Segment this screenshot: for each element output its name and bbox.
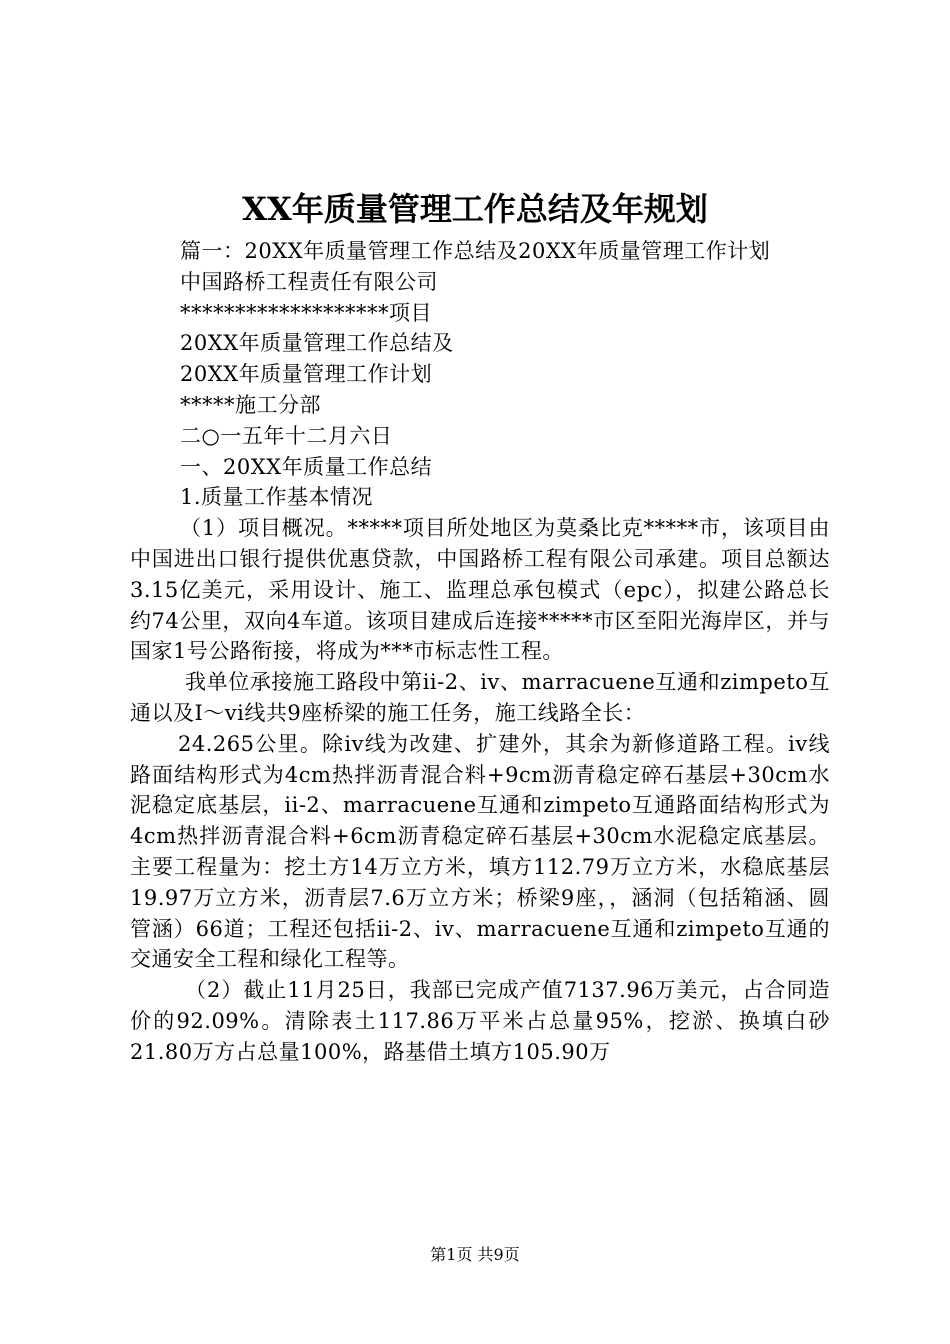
paragraph-project-overview: （1）项目概况。*****项目所处地区为莫桑比克*****市，该项目由中国进出口银行提供优惠贷款，中国路桥工程有限公司承建。项目总额达3.15亿美元，采用设计、施工、监理总承包模式（epc），拟建公路总长约74公里，双向4车道。该项目建成后连接*****市区至阳光海岸区，并与国家1号公路衔接，将成为***市标志性工程。 — [130, 516, 830, 664]
document-title: XX年质量管理工作总结及年规划 — [242, 190, 708, 228]
document-body — [130, 236, 830, 1068]
paragraph-scope: 我单位承接施工路段中第ii-2、iv、marracuene互通和zimpeto互通以及Ⅰ～vi线共9座桥梁的施工任务，施工线路全长： — [130, 670, 830, 725]
paragraph-quantities: 24.265公里。除iv线为改建、扩建外，其余为新修道路工程。iv线路面结构形式为4cm热拌沥青混合料+9cm沥青稳定碎石基层+30cm水泥稳定底基层，ii-2、marracuene互通和zimpeto互通路面结构形式为4cm热拌沥青混合料+6cm沥青稳定碎石基层+30cm水泥稳定底基层。主要工程量为：挖土方14万立方米，填方112.79万立方米，水稳底基层19.97万立方米，沥青层7.6万立方米；桥梁9座，，涵洞（包括箱涵、圆管涵）66道；工程还包括ii-2、iv、marracuene互通和zimpeto互通的交通安全工程和绿化工程等。 — [130, 731, 830, 972]
paragraph-heading-one: 一、20XX年质量工作总结 — [180, 454, 433, 479]
paragraph-progress: （2）截止11月25日，我部已完成产值7137.96万美元，占合同造价的92.09%。清除表土117.86万平米占总量95%，挖淤、换填白砂21.80万方占总量100%，路基借土填方105.90万 — [130, 978, 830, 1064]
paragraph-section-heading: 篇一：20XX年质量管理工作总结及20XX年质量管理工作计划 — [180, 239, 771, 263]
paragraph-date: 二○一五年十二月六日 — [180, 423, 393, 448]
page-footer: 第1页 共9页 — [430, 1245, 520, 1264]
paragraph-company: 中国路桥工程责任有限公司 — [180, 269, 438, 294]
paragraph-summary-title: 20XX年质量管理工作总结及 — [180, 331, 454, 356]
paragraph-project: *******************项目 — [180, 300, 432, 325]
paragraph-branch: *****施工分部 — [180, 392, 321, 417]
paragraph-heading-basic: 1.质量工作基本情况 — [180, 485, 374, 510]
paragraph-plan-title: 20XX年质量管理工作计划 — [180, 362, 433, 387]
